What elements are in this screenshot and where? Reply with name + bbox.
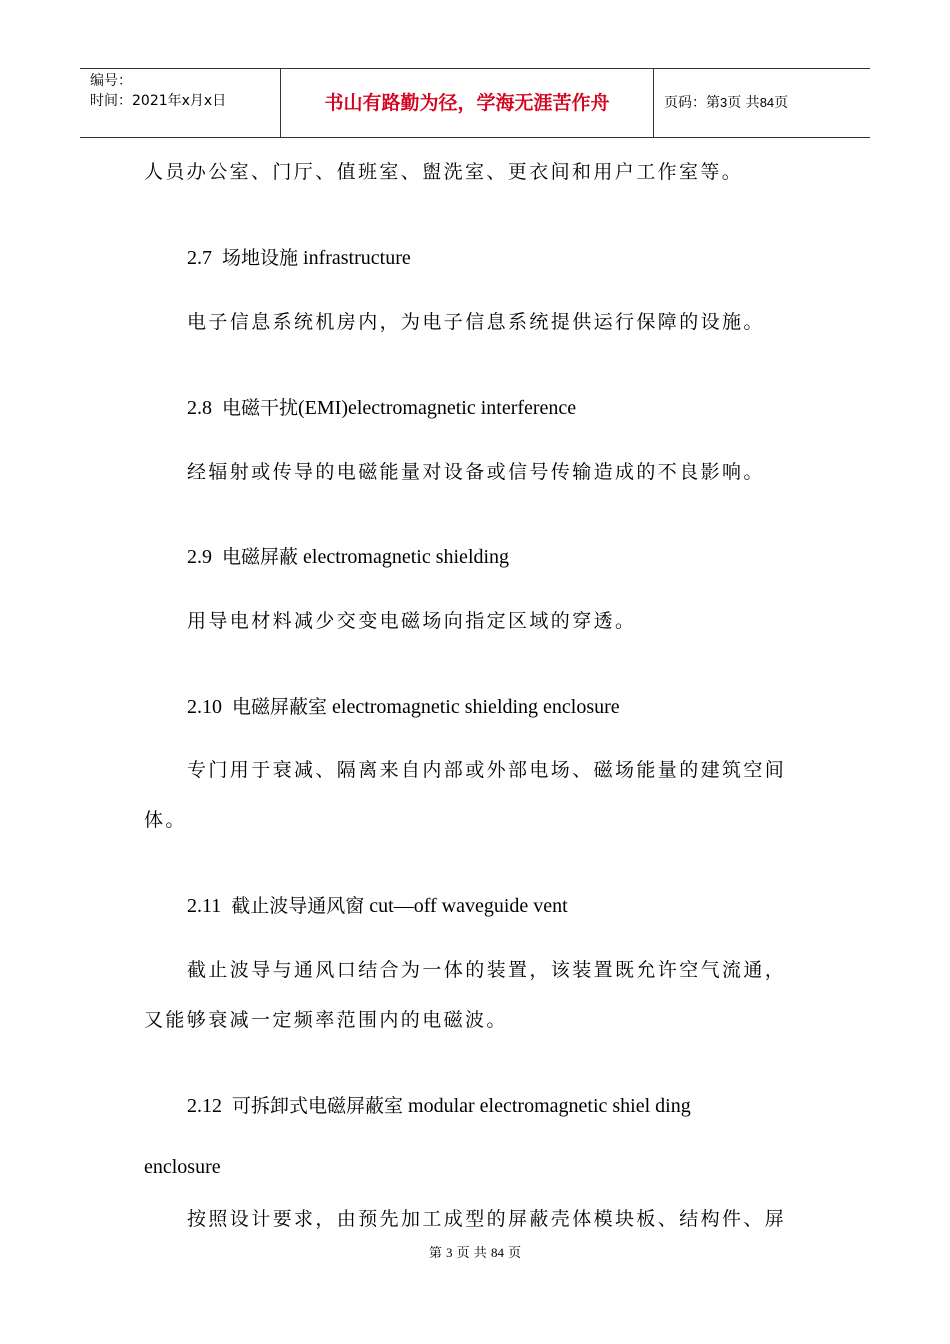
- section-heading-2-11: [187, 894, 568, 918]
- section-number: 2.11: [187, 895, 222, 917]
- section-definition: 用导电材料减少交变电磁场向指定区域的穿透。: [187, 610, 637, 632]
- footer-prefix: 第: [428, 1246, 442, 1261]
- section-heading-2-9: [187, 545, 509, 569]
- section-number: 2.8: [187, 397, 212, 419]
- section-definition: 截止波导与通风口结合为一体的装置，该装置既允许空气流通，: [187, 959, 787, 981]
- section-heading-2-8: [187, 396, 576, 420]
- page-total: 84: [759, 95, 775, 110]
- section-term-en-continued: enclosure: [144, 1156, 221, 1178]
- section-term-cn: 电磁屏蔽室: [232, 696, 328, 718]
- section-term-cn: 场地设施: [222, 247, 299, 269]
- section-term-en: electromagnetic shielding enclosure: [327, 696, 620, 718]
- page-middle: 页 共: [727, 95, 760, 111]
- page-current: 3: [720, 95, 728, 110]
- section-number: 2.9: [187, 546, 212, 568]
- section-definition: 电子信息系统机房内，为电子信息系统提供运行保障的设施。: [187, 311, 765, 333]
- section-term-en: modular electromagnetic shiel ding: [403, 1095, 691, 1117]
- section-term-cn: 电磁屏蔽: [222, 546, 299, 568]
- section-heading-2-12: [187, 1094, 691, 1118]
- section-term-en: cut—off waveguide vent: [364, 895, 568, 917]
- section-definition: 按照设计要求，由预先加工成型的屏蔽壳体模块板、结构件、屏: [187, 1208, 787, 1230]
- header-motto: 书山有路勤为径，学海无涯苦作舟: [281, 69, 654, 137]
- footer-middle: 页 共: [456, 1246, 487, 1261]
- body-line: 人员办公室、门厅、值班室、盥洗室、更衣间和用户工作室等。: [144, 161, 744, 183]
- footer-suffix: 页: [508, 1246, 522, 1261]
- page-header: [80, 68, 870, 138]
- section-definition: 经辐射或传导的电磁能量对设备或信号传输造成的不良影响。: [187, 461, 765, 483]
- page-suffix: 页: [774, 95, 789, 111]
- section-term-cn: 可拆卸式电磁屏蔽室: [232, 1095, 404, 1117]
- section-heading-2-7: [187, 246, 411, 270]
- time-label: 时间：2021年x月x日: [90, 93, 227, 109]
- page-prefix: 页码：第: [664, 95, 720, 111]
- serial-label: 编号：: [90, 73, 132, 89]
- section-term-cn: 截止波导通风窗: [231, 895, 365, 917]
- section-number: 2.12: [187, 1095, 222, 1117]
- header-info-cell: [80, 69, 281, 137]
- section-term-en: infrastructure: [298, 247, 411, 269]
- section-definition-continued: 又能够衰减一定频率范围内的电磁波。: [144, 1009, 508, 1031]
- section-number: 2.7: [187, 247, 212, 269]
- section-term-en: electromagnetic shielding: [298, 546, 510, 568]
- page-footer: [0, 1244, 950, 1263]
- section-definition-continued: 体。: [144, 809, 187, 831]
- section-term-cn: 电磁干扰: [222, 397, 299, 419]
- section-definition: 专门用于衰减、隔离来自内部或外部电场、磁场能量的建筑空间: [187, 759, 787, 781]
- footer-total: 84: [490, 1245, 504, 1260]
- section-term-en: (EMI)electromagnetic interference: [298, 397, 577, 419]
- section-heading-2-10: [187, 695, 620, 719]
- section-number: 2.10: [187, 696, 222, 718]
- header-page-indicator: [654, 69, 870, 137]
- footer-current: 3: [446, 1245, 453, 1260]
